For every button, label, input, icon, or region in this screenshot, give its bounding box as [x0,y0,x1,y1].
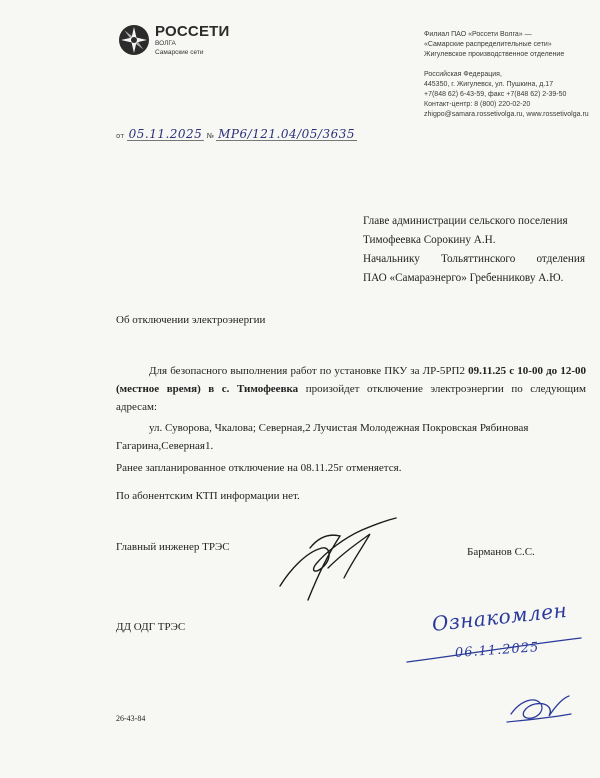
rosseti-logo-icon [118,24,150,56]
letter-subject: Об отключении электроэнергии [116,314,266,326]
outage-village: с. Тимофеевка [221,383,299,395]
logo-subtitle: ВОЛГА [155,40,176,47]
body-paragraph-cancel: Ранее запланированное отключение на 08.11.25г отменяется. [116,462,402,474]
reference-line [116,127,357,141]
addressee-line: Начальнику Тольяттинского отделения [363,253,585,265]
address-line: Российская Федерация, [424,71,502,78]
sender-line: Жигулевское производственное отделение [424,51,565,58]
addressee-line: Главе администрации сельского поселения [363,215,568,227]
acknowledgement-text: Ознакомлен [430,597,569,636]
ref-number-label: № [206,132,214,140]
body-paragraph-outage [116,362,586,416]
signer-name: Барманов С.С. [467,546,535,558]
ref-from-label: от [116,132,125,140]
logo-branch: Самарские сети [155,48,204,56]
email-website-line: zhigpo@samara.rossetivolga.ru, www.rossetivolga.ru [424,111,589,118]
body-paragraph-ktp: По абонентским КТП информации нет. [116,490,300,502]
sender-block [424,30,600,120]
company-logo [118,24,230,56]
ref-number: МР6/121.04/05/3635 [218,127,355,141]
contact-center-line: Контакт-центр: 8 (800) 220-02-20 [424,101,531,108]
acknowledgement-initials [505,690,575,730]
body-paragraph-addresses: ул. Суворова, Чкалова; Северная,2 Лучистая Молодежная Покровская Рябиновая Гагарина,Северная1. [116,422,529,452]
addressee-block [363,212,585,288]
phone-line: +7(848 62) 6-43-59, факс +7(848 62) 2-39-50 [424,91,567,98]
addressee-line: Тимофеевка Сорокину А.Н. [363,234,496,246]
body-text: Для безопасного выполнения работ по установке ПКУ за ЛР-5РП2 [149,365,465,377]
signer-role: Главный инженер ТРЭС [116,541,230,553]
outage-time: 09.11.25 с 10-00 до 12-00 (местное время) [116,365,587,395]
sender-line: «Самарские распределительные сети» [424,41,552,48]
letter-body [116,362,586,505]
logo-title: РОССЕТИ [155,23,230,40]
handwritten-signature [270,508,400,613]
address-line: 445350, г. Жигулевск, ул. Пушкина, д.17 [424,81,554,88]
body-text: в [208,383,215,395]
body-text: произойдет отключение электроэнергии по следующим адресам: [116,383,587,413]
ref-date: 05.11.2025 [128,127,203,141]
contact-phone: 26-43-84 [116,714,146,723]
sender-line: Филиал ПАО «Россети Волга» — [424,31,532,38]
acknowledgement-date: 06.11.2025 [454,640,540,661]
addressee-line: ПАО «Самараэнерго» Гребенникову А.Ю. [363,272,564,284]
department-label: ДД ОДГ ТРЭС [116,621,186,633]
